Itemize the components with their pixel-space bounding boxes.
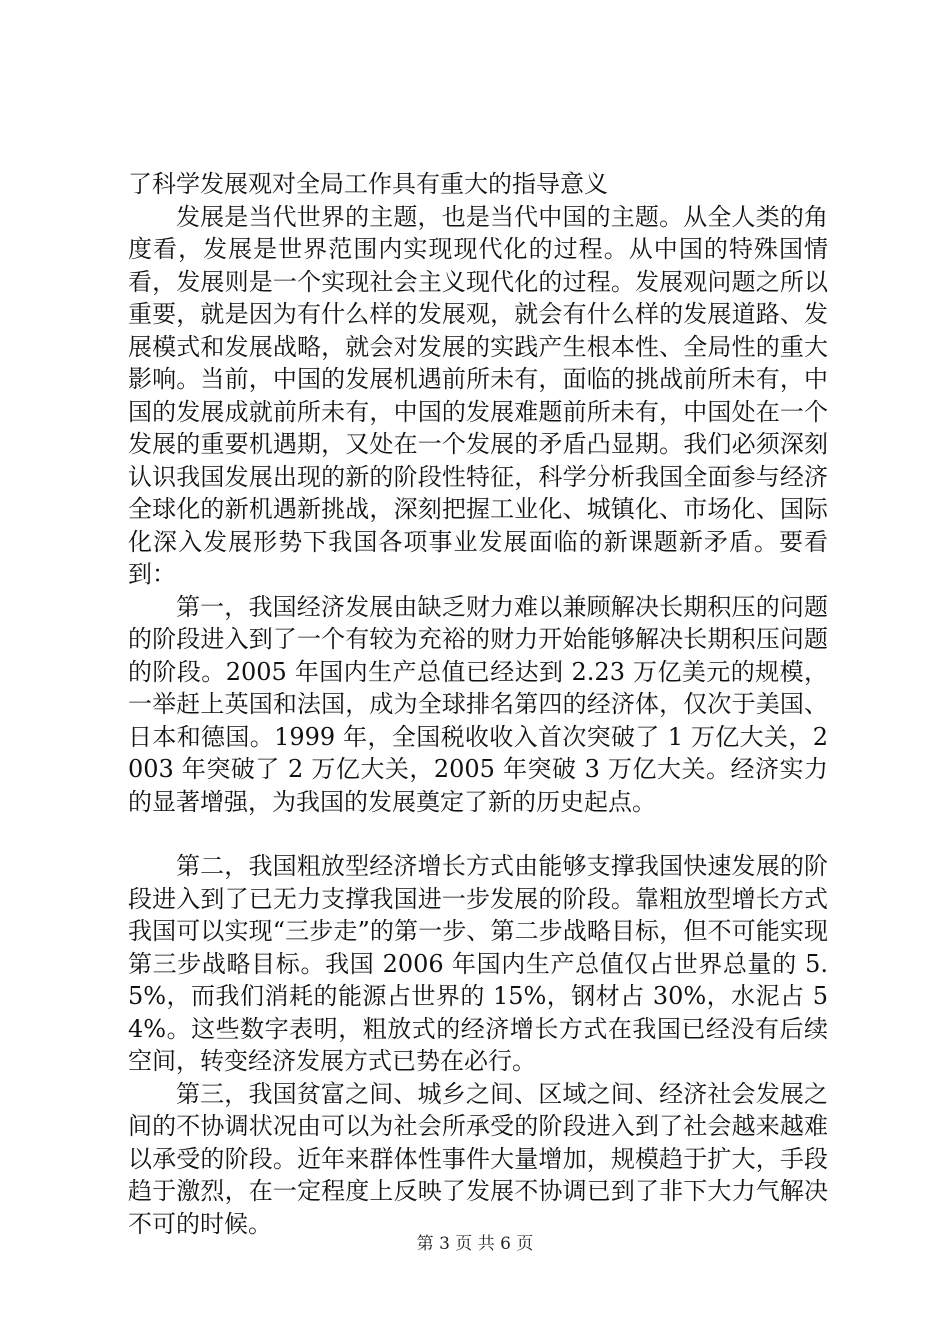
paragraph-second-point: 第二，我国粗放型经济增长方式由能够支撑我国快速发展的阶段进入到了已无力支撑我国进一步发展的阶段。靠粗放型增长方式我国可以实现“三步走”的第一步、第二步战略目标，但不可能实现第三步战略目标。我国 2006 年国内生产总值仅占世界总量的 5.5%，而我们消耗的能源占世界的 15%，钢材占 30%，水泥占 54%。这些数字表明，粗放式的经济增长方式在我国已经没有后续空间，转变经济发展方式已势在必行。 [128, 852, 828, 1075]
paragraph-development-theme: 发展是当代世界的主题，也是当代中国的主题。从全人类的角度看，发展是世界范围内实现现代化的过程。从中国的特殊国情看，发展则是一个实现社会主义现代化的过程。发展观问题之所以重要，就是因为有什么样的发展观，就会有什么样的发展道路、发展模式和发展战略，就会对发展的实践产生根本性、全局性的重大影响。当前，中国的发展机遇前所未有，面临的挑战前所未有，中国的发展成就前所未有，中国的发展难题前所未有，中国处在一个发展的重要机遇期，又处在一个发展的矛盾凸显期。我们必须深刻认识我国发展出现的新的阶段性特征，科学分析我国全面参与经济全球化的新机遇新挑战，深刻把握工业化、城镇化、市场化、国际化深入发展形势下我国各项事业发展面临的新课题新矛盾。要看到： [128, 202, 828, 588]
paragraph-continuation: 了科学发展观对全局工作具有重大的指导意义 [128, 170, 608, 198]
document-body [128, 168, 828, 1240]
paragraph-third-point: 第三，我国贫富之间、城乡之间、区域之间、经济社会发展之间的不协调状况由可以为社会所承受的阶段进入到了社会越来越难以承受的阶段。近年来群体性事件大量增加，规模趋于扩大，手段趋于激烈，在一定程度上反映了发展不协调已到了非下大力气解决不可的时候。 [128, 1079, 828, 1238]
paragraph-gap [128, 818, 828, 850]
paragraph-first-point: 第一，我国经济发展由缺乏财力难以兼顾解决长期积压的问题的阶段进入到了一个有较为充裕的财力开始能够解决长期积压问题的阶段。2005 年国内生产总值已经达到 2.23 万亿美元的规模，一举赶上英国和法国，成为全球排名第四的经济体，仅次于美国、日本和德国。1999 年，全国税收收入首次突破了 1 万亿大关，2003 年突破了 2 万亿大关，2005 年突破 3 万亿大关。经济实力的显著增强，为我国的发展奠定了新的历史起点。 [128, 592, 828, 816]
page-footer: 第 3 页 共 6 页 [416, 1234, 534, 1254]
